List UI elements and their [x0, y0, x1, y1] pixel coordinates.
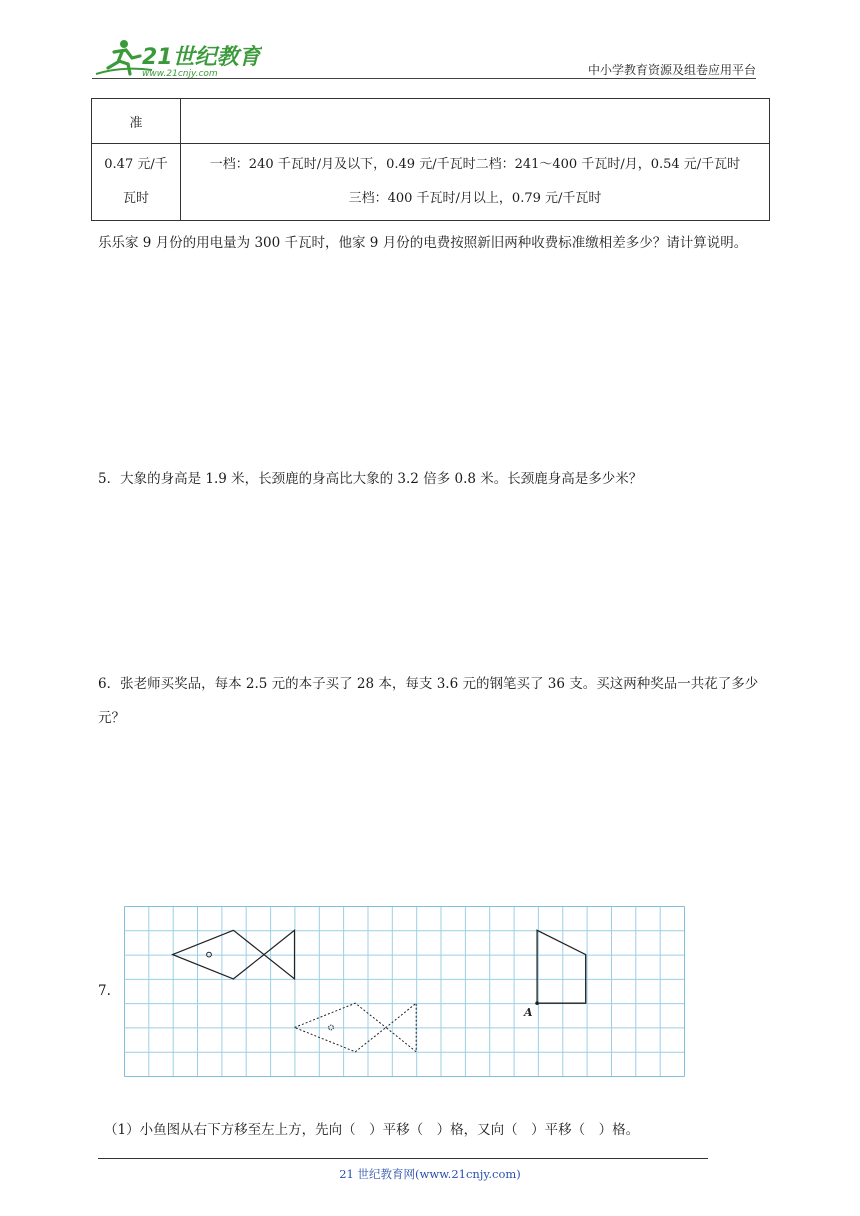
logo-url: www.21cnjy.com — [142, 69, 218, 79]
site-logo[interactable] — [92, 36, 262, 80]
logo-text: 21世纪教育 — [142, 45, 261, 70]
grid-lines — [125, 907, 685, 1077]
header-divider — [92, 78, 756, 79]
question-6-text: 6．张老师买奖品，每本 2.5 元的本子买了 28 本，每支 3.6 元的钢笔买了 36 支。买这两种奖品一共花了多少元？ — [98, 676, 759, 726]
question-4-text: 乐乐家 9 月份的用电量为 300 千瓦时，他家 9 月份的电费按照新旧两种收费标准缴相差多少？请计算说明。 — [98, 235, 748, 251]
cell-line: 瓦时 — [122, 191, 149, 206]
grid-svg — [124, 906, 686, 1078]
table-cell: 准 — [92, 99, 181, 144]
point-a-marker — [535, 1001, 539, 1005]
trapezoid-shape — [537, 930, 586, 1003]
table-row — [92, 144, 770, 221]
table-row — [92, 99, 770, 144]
question-7-number: 7. — [98, 983, 111, 999]
platform-name: 中小学教育资源及组卷应用平台 — [587, 63, 756, 77]
cell-line: 三档：400 千瓦时/月以上，0.79 元/千瓦时 — [348, 191, 602, 206]
table-cell — [181, 144, 770, 221]
footer-divider — [98, 1158, 708, 1159]
fish-eye-icon — [207, 952, 212, 957]
cell-line: 一档：240 千瓦时/月及以下，0.49 元/千瓦时二档：241～400 千瓦时/月，0.54 元/千瓦时 — [209, 157, 741, 172]
question-7-part-1: （1）小鱼图从右下方移至左上方，先向（ ）平移（ ）格，又向（ ）平移（ ）格。 — [104, 1122, 640, 1138]
table-cell — [92, 144, 181, 221]
table-cell — [181, 99, 770, 144]
question-5-text: 5．大象的身高是 1.9 米，长颈鹿的身高比大象的 3.2 倍多 0.8 米。长颈鹿身高是多少米？ — [98, 471, 643, 487]
footer-link[interactable]: 21 世纪教育网(www.21cnjy.com) — [339, 1167, 521, 1181]
price-table — [91, 98, 770, 221]
logo-graphic — [92, 36, 262, 80]
cell-line: 0.47 元/千 — [104, 157, 168, 172]
solid-fish — [173, 930, 295, 979]
grid-figure — [124, 906, 686, 1082]
point-a-label: A — [524, 1006, 533, 1019]
